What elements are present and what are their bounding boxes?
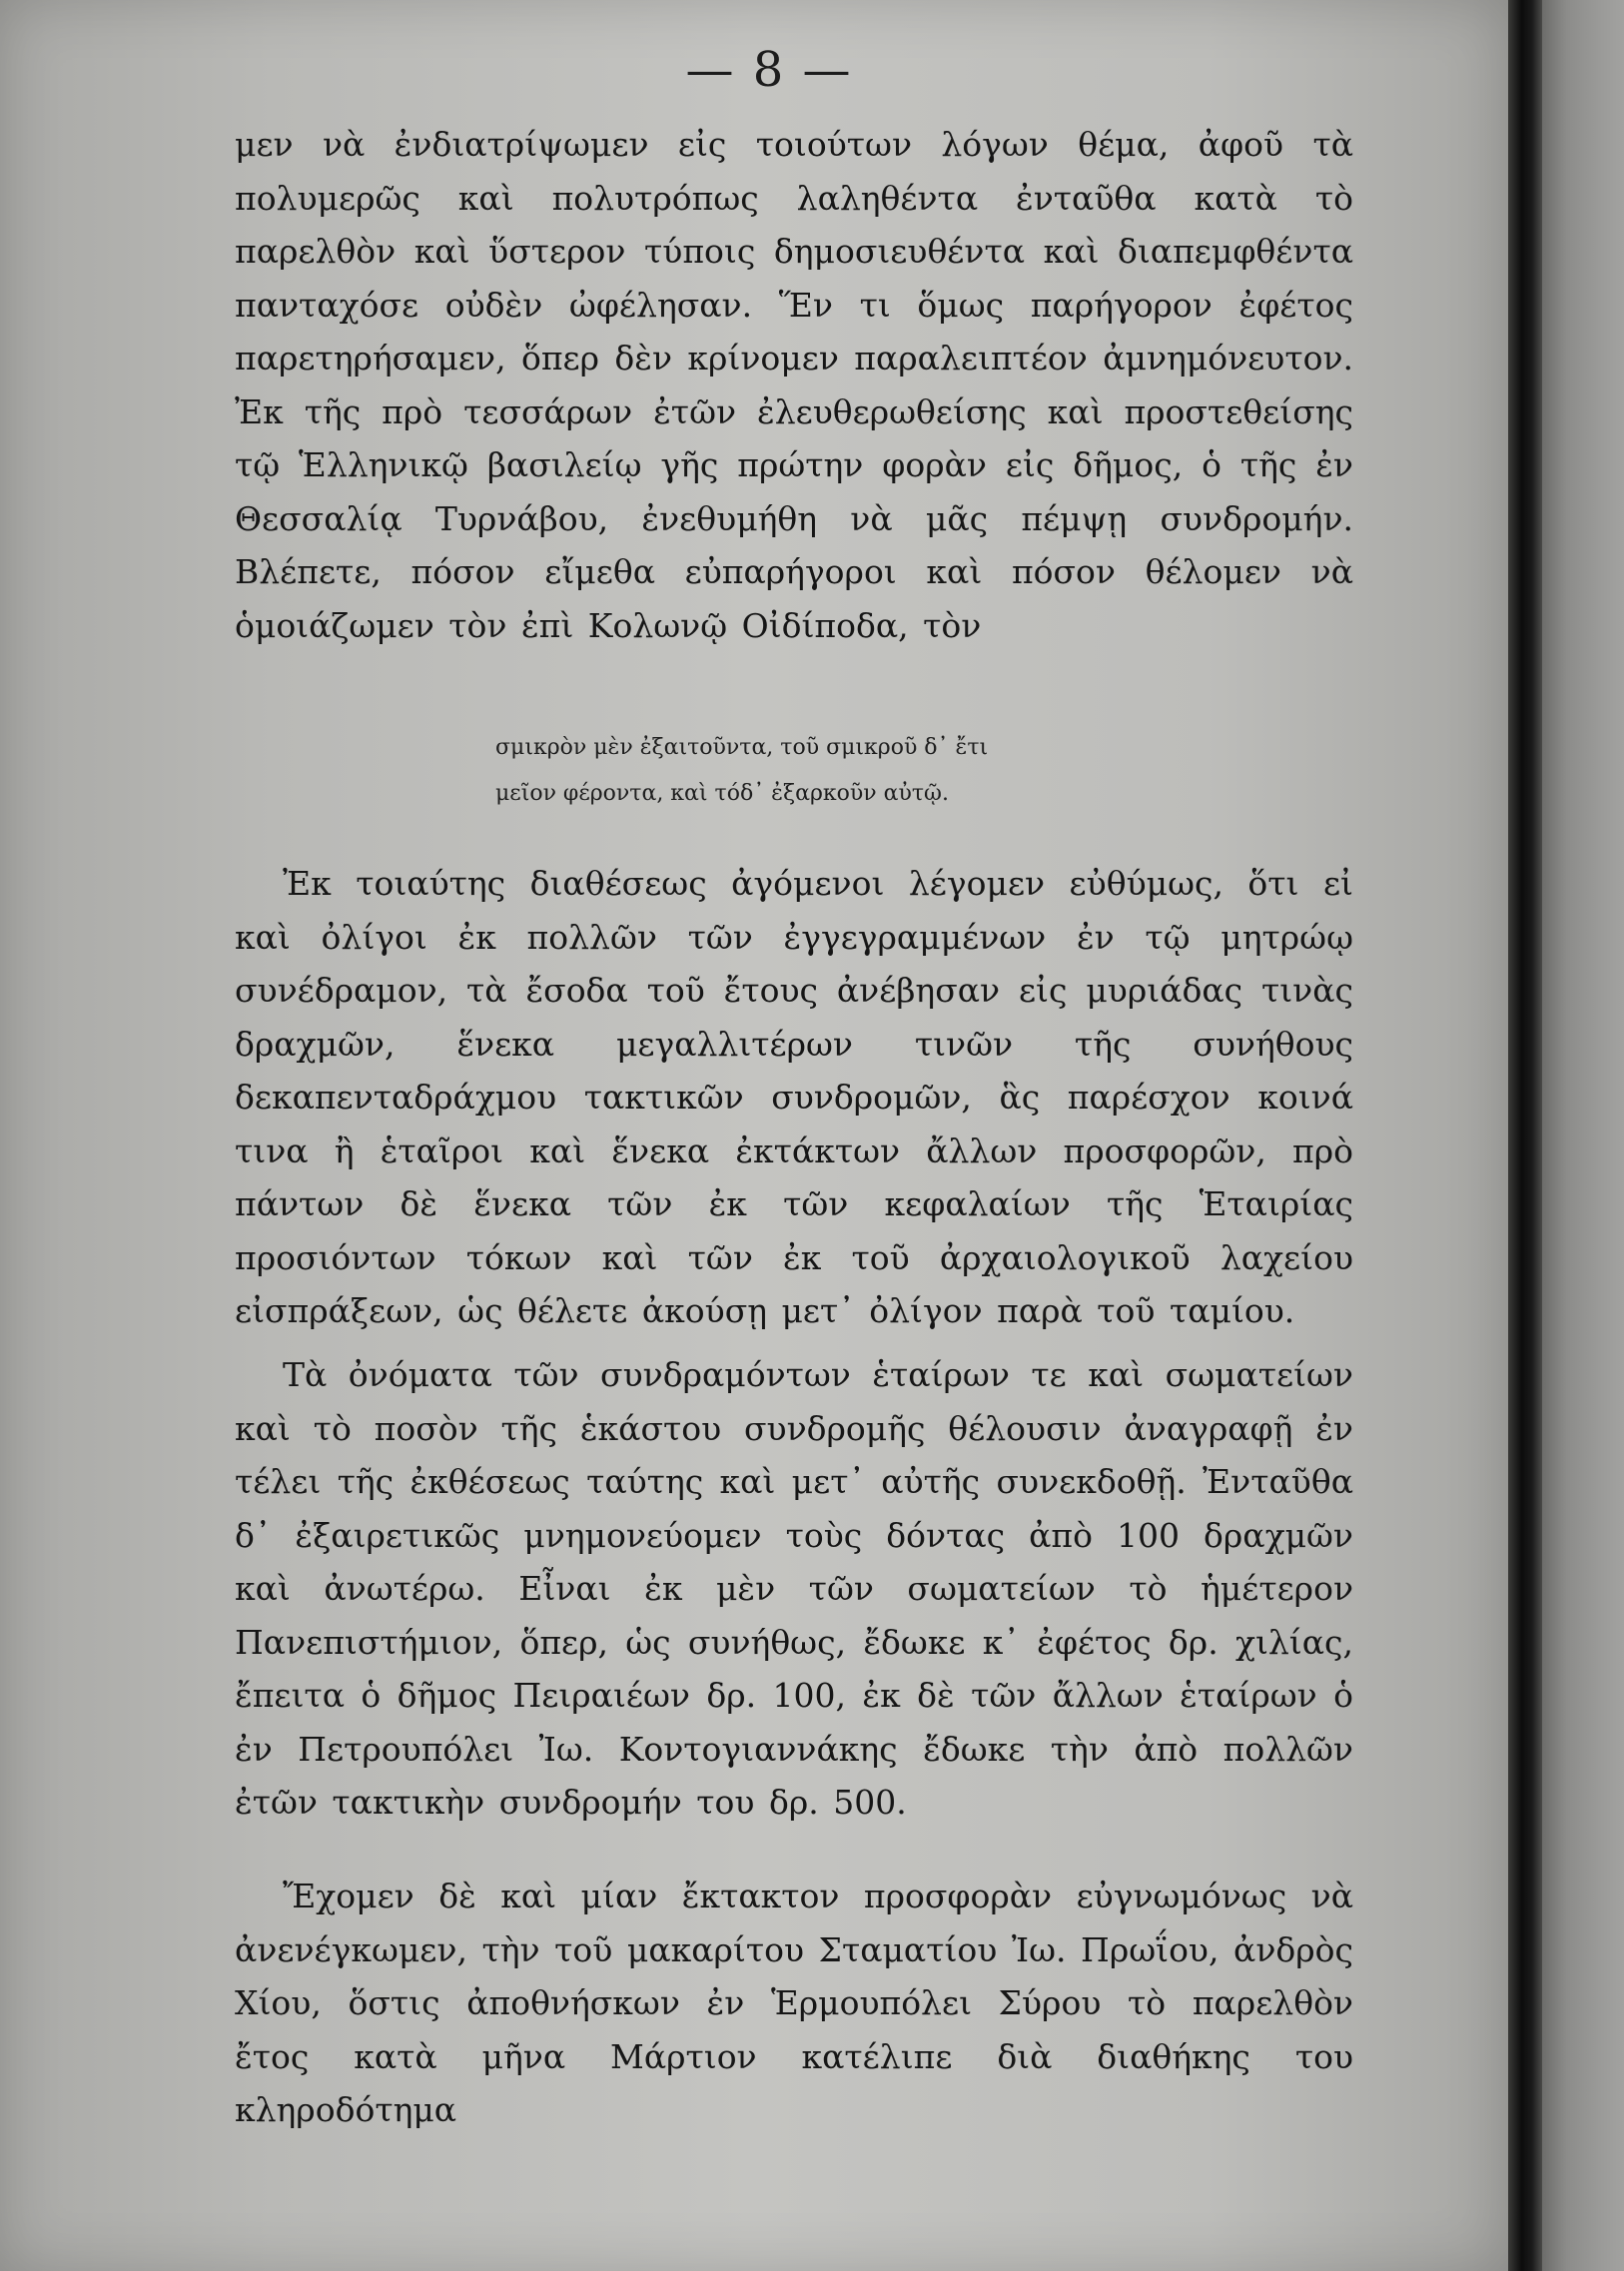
paragraph-text: Τὰ ὀνόματα τῶν συνδραμόντων ἑταίρων τε καὶ σωματείων καὶ τὸ ποσὸν τῆς ἑκάστου συνδρομῆς θέλουσιν ἀναγραφῇ ἐν τέλει τῆς ἐκθέσεως ταύτης καὶ μετ᾽ αὐτῆς συνεκδοθῇ. Ἐνταῦθα δ᾽ ἐξαιρετικῶς μνημονεύομεν τοὺς δόντας ἀπὸ 100 δραχμῶν καὶ ἀνωτέρω. Εἶναι ἐκ μὲν τῶν σωματείων τὸ ἡμέτερον Πανεπιστήμιον, ὅπερ, ὡς συνήθως, ἔδωκε κ᾽ ἐφέτος δρ. χιλίας, ἔπειτα ὁ δῆμος Πειραιέων δρ. 100, ἐκ δὲ τῶν ἄλλων ἑταίρων ὁ ἐν Πετρουπόλει Ἰω. Κοντογιαννάκης ἔδωκε τὴν ἀπὸ πολλῶν ἐτῶν τακτικὴν συνδρομήν του δρ. 500.: [235, 1355, 1353, 1822]
page-number: — 8 —: [685, 42, 853, 98]
paragraph-2: [235, 857, 1353, 1338]
paragraph-text: Ἐκ τοιαύτης διαθέσεως ἀγόμενοι λέγομεν εὐθύμως, ὅτι εἰ καὶ ὀλίγοι ἐκ πολλῶν τῶν ἐγγεγραμμένων ἐν τῷ μητρώῳ συνέδραμον, τὰ ἔσοδα τοῦ ἔτους ἀνέβησαν εἰς μυριάδας τινὰς δραχμῶν, ἕνεκα μεγαλλιτέρων τινῶν τῆς συνήθους δεκαπενταδράχμου τακτικῶν συνδρομῶν, ἃς παρέσχον κοινά τινα ἢ ἑταῖροι καὶ ἕνεκα ἐκτάκτων ἄλλων προσφορῶν, πρὸ πάντων δὲ ἕνεκα τῶν ἐκ τῶν κεφαλαίων τῆς Ἑταιρίας προσιόντων τόκων καὶ τῶν ἐκ τοῦ ἀρχαιολογικοῦ λαχείου εἰσπράξεων, ὡς θέλετε ἀκούσῃ μετ᾽ ὀλίγον παρὰ τοῦ ταμίου.: [235, 864, 1353, 1330]
paragraph-text: Ἔχομεν δὲ καὶ μίαν ἔκτακτον προσφορὰν εὐγνωμόνως νὰ ἀνενέγκωμεν, τὴν τοῦ μακαρίτου Σταματίου Ἰω. Πρωΐου, ἀνδρὸς Χίου, ὅστις ἀποθνήσκων ἐν Ἑρμουπόλει Σύρου τὸ παρελθὸν ἔτος κατὰ μῆνα Μάρτιον κατέλιπε διὰ διαθήκης του κληροδότημα: [235, 1877, 1353, 2129]
book-binding-shadow: [1508, 0, 1542, 2271]
paragraph-4: [235, 1870, 1353, 2137]
paragraph-1: [235, 118, 1353, 652]
paragraph-3: [235, 1348, 1353, 1830]
paragraph-text: μεν νὰ ἐνδιατρίψωμεν εἰς τοιούτων λόγων θέμα, ἀφοῦ τὰ πολυμερῶς καὶ πολυτρόπως λαληθέντα ἐνταῦθα κατὰ τὸ παρελθὸν καὶ ὕστερον τύποις δημοσιευθέντα καὶ διαπεμφθέντα πανταχόσε οὐδὲν ὠφέλησαν. Ἕν τι ὅμως παρήγορον ἐφέτος παρετηρήσαμεν, ὅπερ δὲν κρίνομεν παραλειπτέον ἀμνημόνευτον. Ἐκ τῆς πρὸ τεσσάρων ἐτῶν ἐλευθερωθείσης καὶ προστεθείσης τῷ Ἑλληνικῷ βασιλείῳ γῆς πρώτην φορὰν εἰς δῆμος, ὁ τῆς ἐν Θεσσαλίᾳ Τυρνάβου, ἐνεθυμήθη νὰ μᾶς πέμψῃ συνδρομήν. Βλέπετε, πόσον εἴμεθα εὐπαρήγοροι καὶ πόσον θέλομεν νὰ ὁμοιάζωμεν τὸν ἐπὶ Κολωνῷ Οἰδίποδα, τὸν: [235, 125, 1353, 645]
verse-quotation: σμικρὸν μὲν ἐξαιτοῦντα, τοῦ σμικροῦ δ᾽ ἔτι μεῖον φέροντα, καὶ τόδ᾽ ἐξαρκοῦν αὐτῷ.: [495, 735, 989, 806]
page-edge: [1542, 0, 1624, 2271]
